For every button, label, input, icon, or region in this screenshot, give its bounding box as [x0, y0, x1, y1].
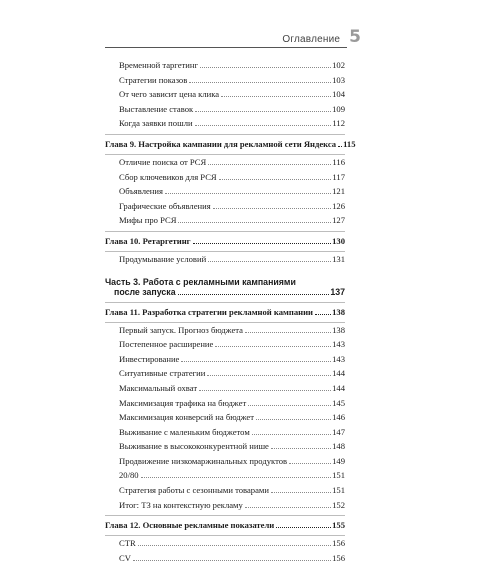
chapter-page: 115 [343, 138, 356, 149]
toc-entry[interactable] [105, 338, 345, 353]
chapter-divider [105, 302, 345, 303]
leader-dots [200, 67, 331, 68]
toc-entry-title: Сбор ключевиков для РСЯ [119, 171, 217, 182]
toc-entry-title: Максимизация трафика на бюджет [119, 397, 247, 408]
leader-dots [141, 477, 332, 478]
toc-entry-title: Мифы про РСЯ [119, 215, 177, 226]
toc-entry-title: Отличие поиска от РСЯ [119, 156, 207, 167]
toc-entry-title: Инвестирование [119, 353, 180, 364]
chapter-title: Глава 11. Разработка стратегии рекламной кампании [105, 306, 313, 317]
toc-entry[interactable] [105, 552, 345, 566]
toc-entry-title: Первый запуск. Прогноз бюджета [119, 324, 243, 335]
toc-entry-page: 151 [332, 485, 345, 496]
toc-entry-page: 121 [332, 186, 345, 197]
chapter-divider [105, 322, 345, 323]
leader-dots [256, 419, 331, 420]
toc-entry-title: Стратегия работы с сезонными товарами [119, 485, 269, 496]
chapter-divider [105, 535, 345, 536]
leader-dots [221, 96, 331, 97]
toc-entry-page: 138 [332, 324, 345, 335]
toc-entry-page: 145 [332, 397, 345, 408]
toc-chapter-10[interactable] [105, 233, 345, 249]
chapter-divider [105, 231, 345, 232]
toc-entry-page: 144 [332, 368, 345, 379]
toc-entry-page: 148 [332, 441, 345, 452]
part-title-line2: после запуска [114, 286, 176, 297]
leader-dots [195, 111, 331, 112]
toc-entry-title: Итог: ТЗ на контекстную рекламу [119, 499, 243, 510]
chapter-title: Глава 9. Настройка кампании для рекламной сети Яндекса [105, 138, 337, 149]
toc-entry-title: 20/80 [119, 470, 139, 481]
toc-entry-page: 151 [332, 470, 345, 481]
toc-entry-page: 149 [332, 455, 345, 466]
toc-entry[interactable] [105, 455, 345, 470]
leader-dots [248, 405, 331, 406]
chapter-divider [105, 134, 345, 135]
toc-entry[interactable] [105, 353, 345, 368]
leader-dots [165, 193, 331, 194]
header-title: Оглавление [282, 34, 341, 45]
running-header [282, 27, 361, 47]
toc-entry-page: 117 [332, 171, 345, 182]
toc-entry-page: 156 [332, 538, 345, 549]
toc-entry[interactable] [105, 426, 345, 441]
chapter-title: Глава 10. Ретаргетинг [105, 235, 191, 246]
toc-entry[interactable] [105, 469, 345, 484]
toc-entry[interactable] [105, 156, 345, 171]
toc-entry-title: Максимизация конверсий на бюджет [119, 412, 254, 423]
part-title: Часть 3. Работа с рекламными кампаниями [105, 276, 296, 287]
toc-entry[interactable] [105, 484, 345, 499]
chapter-page: 138 [332, 306, 345, 317]
leader-dots [178, 294, 330, 295]
chapter-title: Глава 12. Основные рекламные показатели [105, 520, 275, 531]
leader-dots [133, 560, 331, 561]
leader-dots [208, 261, 331, 262]
toc-entry-title: Когда заявки пошли [119, 118, 193, 129]
toc-entry-page: 112 [332, 118, 345, 129]
toc-entry[interactable] [105, 253, 345, 268]
toc-entry-title: Выставление ставок [119, 103, 194, 114]
chapter-divider [105, 154, 345, 155]
leader-dots [189, 82, 331, 83]
leader-dots [245, 507, 331, 508]
toc-entry[interactable] [105, 440, 345, 455]
toc-entry-title: Ситуативные стратегии [119, 368, 206, 379]
page-number: 5 [349, 27, 361, 47]
toc-entry-page: 109 [332, 103, 345, 114]
chapter-page: 155 [332, 520, 345, 531]
leader-dots [289, 463, 331, 464]
toc-entry[interactable] [105, 117, 345, 132]
leader-dots [213, 208, 331, 209]
toc-entry-title: CTR [119, 538, 136, 549]
leader-dots [138, 545, 331, 546]
chapter-divider [105, 251, 345, 252]
chapter-divider [105, 515, 345, 516]
toc-entry-title: Графические объявления [119, 200, 211, 211]
leader-dots [199, 390, 331, 391]
toc-entry-page: 156 [332, 552, 345, 563]
leader-dots [252, 434, 331, 435]
toc-entry-title: Продвижение низкомаржинальных продуктов [119, 455, 288, 466]
toc-entry[interactable] [105, 171, 345, 186]
toc-entry-title: Временной таргетинг [119, 60, 199, 70]
toc-entry[interactable] [105, 499, 345, 514]
toc-entry[interactable] [105, 382, 345, 397]
toc-entry-title: CV [119, 552, 131, 563]
toc-entry[interactable] [105, 103, 345, 118]
toc-entry-title: Выживание с маленьким бюджетом [119, 426, 250, 437]
toc-entry[interactable] [105, 367, 345, 382]
leader-dots [208, 164, 331, 165]
toc-entry-title: Стратегии показов [119, 74, 188, 85]
leader-dots [178, 222, 331, 223]
toc-entry-page: 104 [332, 89, 345, 100]
toc-entry-page: 147 [332, 426, 345, 437]
toc-chapter-9[interactable] [105, 136, 356, 152]
toc-part-3[interactable] [105, 277, 345, 297]
part-page: 137 [330, 286, 345, 297]
toc-entry[interactable] [105, 324, 345, 339]
toc-entry-page: 144 [332, 382, 345, 393]
toc-entry-page: 103 [332, 74, 345, 85]
toc-entry[interactable] [105, 88, 345, 103]
toc-entry[interactable] [105, 397, 345, 412]
toc-entry-page: 131 [332, 253, 345, 264]
leader-dots [245, 332, 331, 333]
toc-entry-page: 152 [332, 499, 345, 510]
chapter-page: 130 [332, 235, 345, 246]
toc-entry-title: Выживание в высококонкурентной нише [119, 441, 269, 452]
toc-chapter-11[interactable] [105, 304, 345, 320]
toc-chapter-12[interactable] [105, 517, 345, 533]
toc-entry[interactable] [105, 59, 345, 74]
toc-entry-page: 116 [332, 156, 345, 167]
part-title-continuation [105, 288, 345, 297]
toc-entry-title: Объявления [119, 186, 163, 197]
leader-dots [207, 375, 331, 376]
toc-entry[interactable] [105, 185, 345, 200]
toc-entry-page: 143 [332, 353, 345, 364]
toc-entry[interactable] [105, 537, 345, 552]
leader-dots [215, 346, 331, 347]
toc-entry-title: Постепенное расширение [119, 339, 214, 350]
toc-entry-page: 146 [332, 412, 345, 423]
toc-entry-title: Максимальный охват [119, 382, 198, 393]
toc-entry-page: 102 [332, 60, 345, 70]
leader-dots [193, 243, 332, 244]
toc-entry-page: 126 [332, 200, 345, 211]
toc-entry-page: 143 [332, 339, 345, 350]
leader-dots [276, 527, 331, 528]
toc-entry-title: Продумывание условий [119, 253, 207, 264]
toc-entry[interactable] [105, 200, 345, 215]
leader-dots [271, 448, 331, 449]
leader-dots [181, 361, 331, 362]
leader-dots [219, 179, 332, 180]
header-rule [105, 47, 347, 48]
leader-dots [338, 146, 342, 147]
toc-entry-title: От чего зависит цена клика [119, 89, 220, 100]
leader-dots [315, 314, 331, 315]
toc-entry-page: 127 [332, 215, 345, 226]
leader-dots [271, 492, 331, 493]
table-of-contents [105, 59, 356, 566]
toc-entry[interactable] [105, 214, 345, 229]
leader-dots [195, 125, 332, 126]
toc-entry[interactable] [105, 74, 345, 89]
toc-entry[interactable] [105, 411, 345, 426]
